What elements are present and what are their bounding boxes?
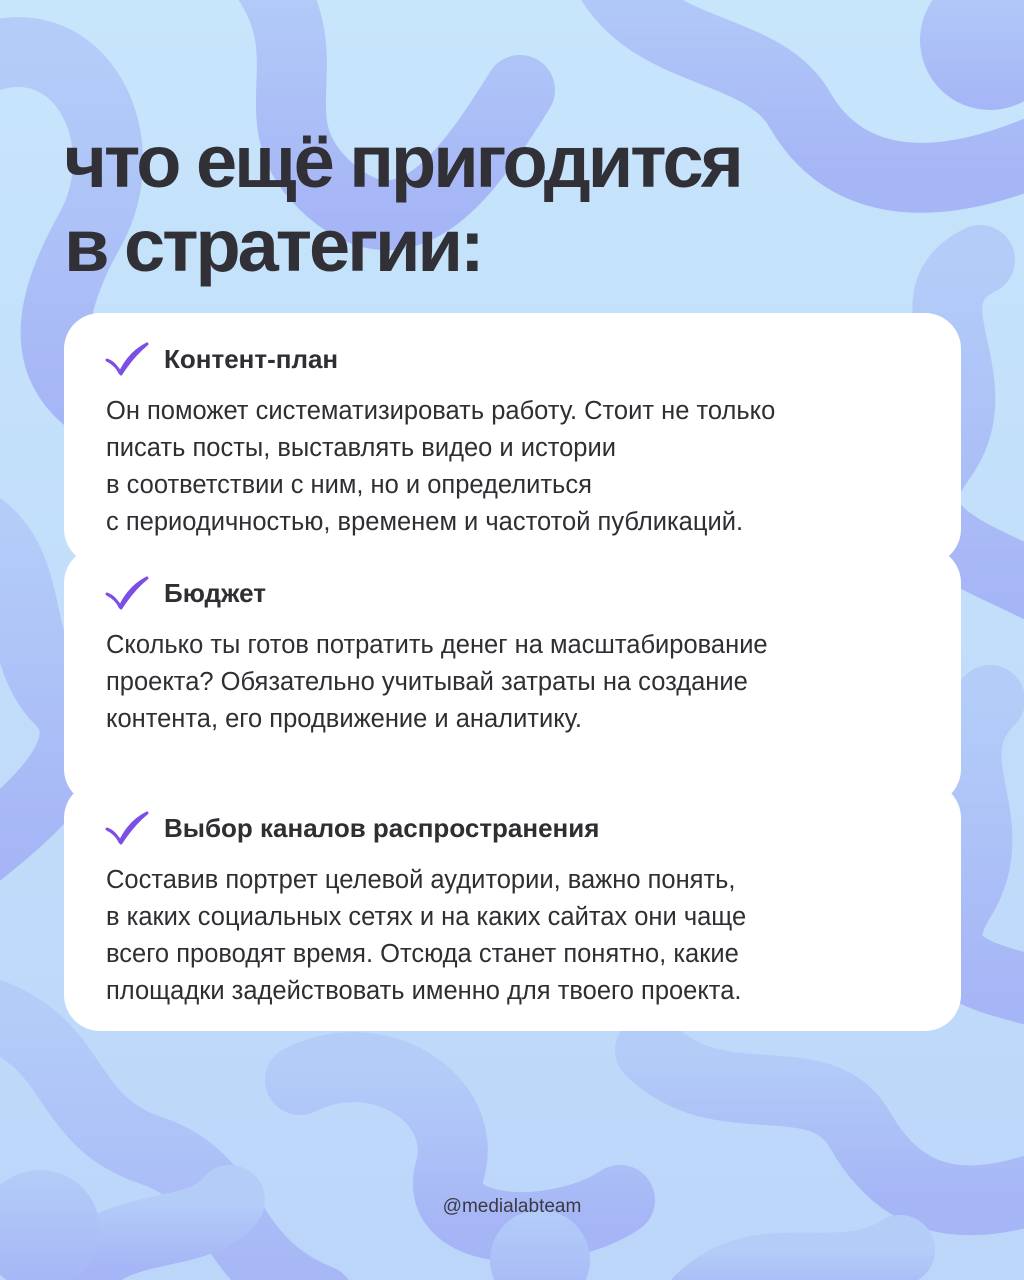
page-title-line-2: в стратегии: bbox=[64, 204, 482, 287]
card-heading: Выбор каналов распространения bbox=[164, 812, 600, 843]
check-icon bbox=[104, 575, 150, 611]
page-title-line-1: что ещё пригодится bbox=[64, 120, 741, 203]
account-handle: @medialabteam bbox=[442, 1196, 582, 1217]
card-text-line: контента, его продвижение и аналитику. bbox=[106, 705, 582, 733]
card-text-line: с периодичностью, временем и частотой публикаций. bbox=[106, 508, 744, 536]
card-text-line: всего проводят время. Отсюда станет понятно, какие bbox=[106, 940, 739, 968]
card-header bbox=[104, 341, 338, 377]
card-text bbox=[106, 862, 936, 1010]
card-text-line: писать посты, выставлять видео и истории bbox=[106, 434, 616, 462]
card-text-line: в каких социальных сетях и на каких сайтах они чаще bbox=[106, 903, 747, 931]
card-text-line: Составив портрет целевой аудитории, важно понять, bbox=[106, 866, 736, 894]
card-text-line: в соответствии с ним, но и определиться bbox=[106, 471, 592, 499]
card-heading: Контент-план bbox=[164, 343, 339, 374]
card-text bbox=[106, 393, 936, 541]
card-text-line: Он поможет систематизировать работу. Стоит не только bbox=[106, 397, 776, 425]
card-text bbox=[106, 627, 936, 738]
card-header bbox=[104, 810, 599, 846]
card-budget bbox=[64, 547, 961, 805]
card-header bbox=[104, 575, 266, 611]
card-text-line: проекта? Обязательно учитывай затраты на создание bbox=[106, 668, 748, 696]
card-distribution-channels bbox=[64, 782, 961, 1031]
check-icon bbox=[104, 810, 150, 846]
card-text-line: площадки задействовать именно для твоего проекта. bbox=[106, 977, 742, 1005]
card-text-line: Сколько ты готов потратить денег на масштабирование bbox=[106, 631, 768, 659]
card-content-plan bbox=[64, 313, 961, 565]
check-icon bbox=[104, 341, 150, 377]
page-title bbox=[64, 120, 964, 288]
card-heading: Бюджет bbox=[164, 577, 266, 608]
